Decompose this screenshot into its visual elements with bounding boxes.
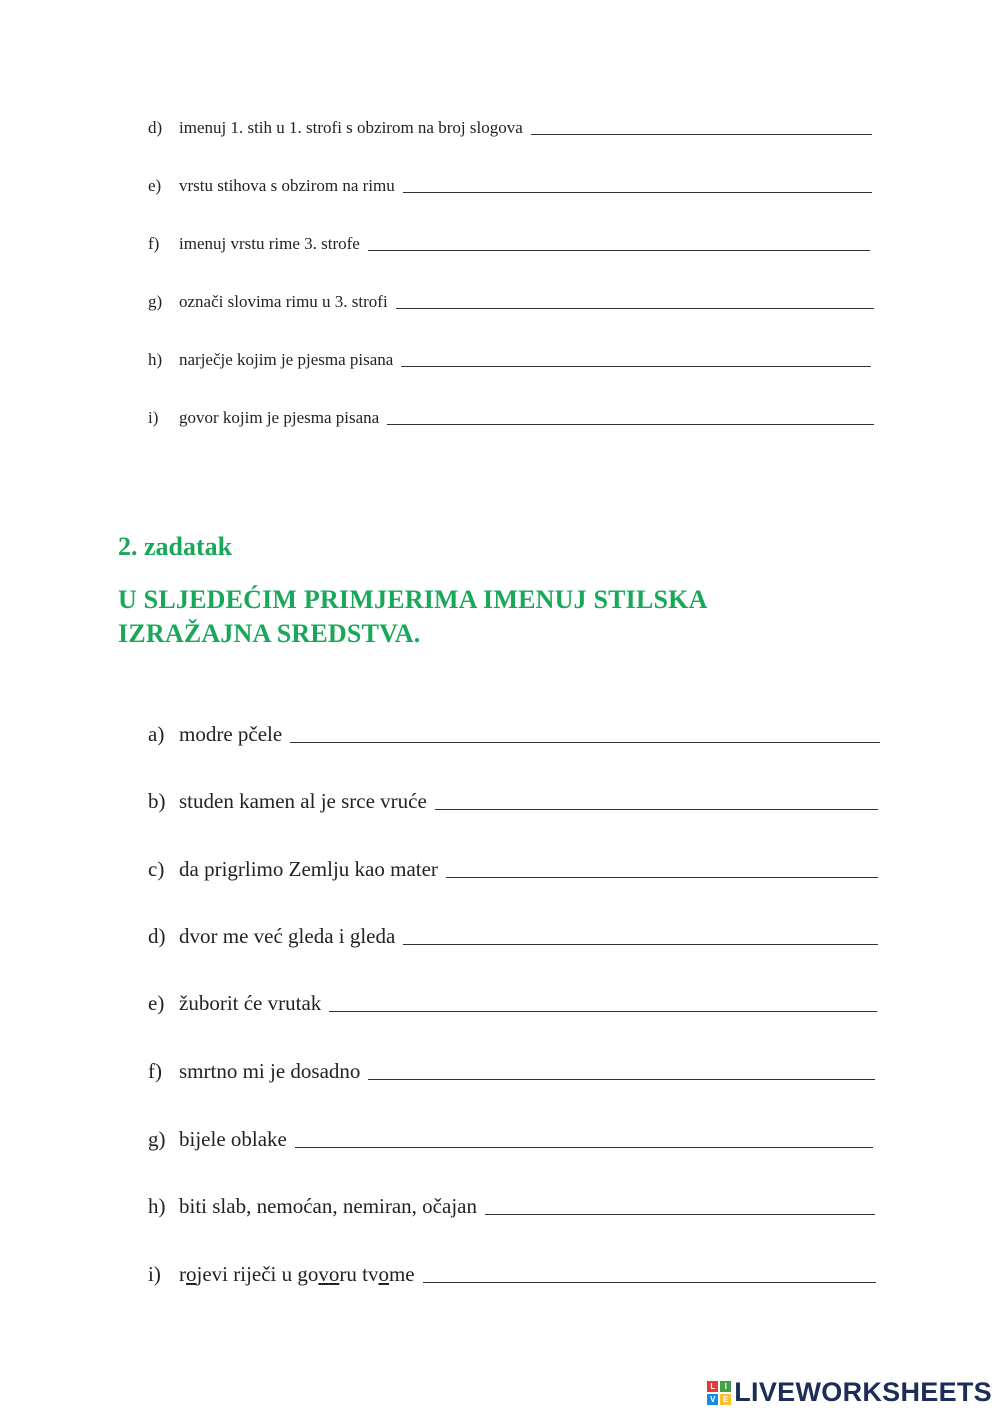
item-text: označi slovima rimu u 3. strofi — [179, 292, 388, 311]
underlined-part: o — [186, 1262, 197, 1286]
logo-text: LIVEWORKSHEETS — [734, 1377, 992, 1407]
liveworksheets-logo — [707, 1377, 992, 1408]
answer-line[interactable] — [401, 366, 871, 367]
item-text: vrstu stihova s obzirom na rimu — [179, 176, 395, 195]
answer-line[interactable] — [295, 1147, 873, 1148]
item-letter: i) — [148, 408, 159, 427]
item-letter: g) — [148, 292, 163, 311]
item-text: žuborit će vrutak — [179, 991, 322, 1015]
item-letter: e) — [148, 991, 165, 1015]
task1-item-d — [148, 118, 872, 138]
item-text: imenuj vrstu rime 3. strofe — [179, 234, 360, 253]
item-text: imenuj 1. stih u 1. strofi s obzirom na broj slogova — [179, 118, 523, 137]
item-letter: e) — [148, 176, 162, 195]
logo-icon — [707, 1381, 731, 1405]
task1-item-h — [148, 350, 871, 370]
task2-item-a — [148, 722, 880, 747]
item-text: govor kojim je pjesma pisana — [179, 408, 380, 427]
item-text: biti slab, nemoćan, nemiran, očajan — [179, 1194, 477, 1218]
item-text — [179, 1262, 415, 1287]
instruction-line-1: U SLJEDEĆIM PRIMJERIMA IMENUJ STILSKA — [118, 585, 708, 614]
task2-item-e — [148, 991, 877, 1016]
item-letter: i) — [148, 1262, 161, 1286]
task2-item-f — [148, 1059, 875, 1084]
item-letter: h) — [148, 350, 163, 369]
task2-item-c — [148, 857, 878, 882]
item-text: bijele oblake — [179, 1127, 287, 1151]
answer-line[interactable] — [531, 134, 872, 135]
task1-item-e — [148, 176, 872, 196]
logo-letter: L — [707, 1381, 718, 1392]
answer-line[interactable] — [368, 250, 870, 251]
task-title: 2. zadatak — [118, 532, 233, 561]
text-part: me — [388, 1262, 415, 1286]
task1-item-f — [148, 234, 870, 254]
item-letter: c) — [148, 857, 165, 881]
underlined-part: v — [318, 1262, 329, 1286]
item-text: smrtno mi je dosadno — [179, 1059, 361, 1083]
task2-item-d — [148, 924, 878, 949]
instruction-line-2: IZRAŽAJNA SREDSTVA. — [118, 619, 421, 648]
text-part: go — [297, 1262, 319, 1286]
answer-line[interactable] — [423, 1282, 876, 1283]
task2-item-i — [148, 1262, 876, 1287]
task-instruction — [118, 583, 708, 651]
answer-line[interactable] — [435, 809, 878, 810]
item-letter: d) — [148, 924, 166, 948]
text-part: ru tv — [339, 1262, 379, 1286]
item-letter: f) — [148, 234, 160, 253]
text-part: r — [179, 1262, 186, 1286]
logo-letter: V — [707, 1394, 718, 1405]
item-text: da prigrlimo Zemlju kao mater — [179, 857, 438, 881]
answer-line[interactable] — [485, 1214, 875, 1215]
item-letter: d) — [148, 118, 163, 137]
item-letter: f) — [148, 1059, 162, 1083]
item-letter: b) — [148, 789, 166, 813]
task1-item-i — [148, 408, 874, 428]
answer-line[interactable] — [290, 742, 880, 743]
task2-item-b — [148, 789, 878, 814]
answer-line[interactable] — [403, 944, 878, 945]
answer-line[interactable] — [446, 877, 878, 878]
text-part: jevi riječi u — [196, 1262, 298, 1286]
underlined-part: o — [328, 1262, 340, 1286]
item-text: studen kamen al je srce vruće — [179, 789, 427, 813]
answer-line[interactable] — [396, 308, 874, 309]
task2-item-g — [148, 1127, 873, 1152]
task2-item-h — [148, 1194, 875, 1219]
item-text: modre pčele — [179, 722, 283, 746]
task1-item-g — [148, 292, 874, 312]
underlined-part: o — [378, 1262, 389, 1286]
item-letter: a) — [148, 722, 165, 746]
answer-line[interactable] — [329, 1011, 877, 1012]
answer-line[interactable] — [403, 192, 872, 193]
item-letter: g) — [148, 1127, 166, 1151]
answer-line[interactable] — [368, 1079, 875, 1080]
answer-line[interactable] — [387, 424, 874, 425]
item-letter: h) — [148, 1194, 166, 1218]
logo-letter: E — [720, 1394, 731, 1405]
logo-letter: I — [720, 1381, 731, 1392]
item-text: dvor me već gleda i gleda — [179, 924, 396, 948]
item-text: narječje kojim je pjesma pisana — [179, 350, 394, 369]
